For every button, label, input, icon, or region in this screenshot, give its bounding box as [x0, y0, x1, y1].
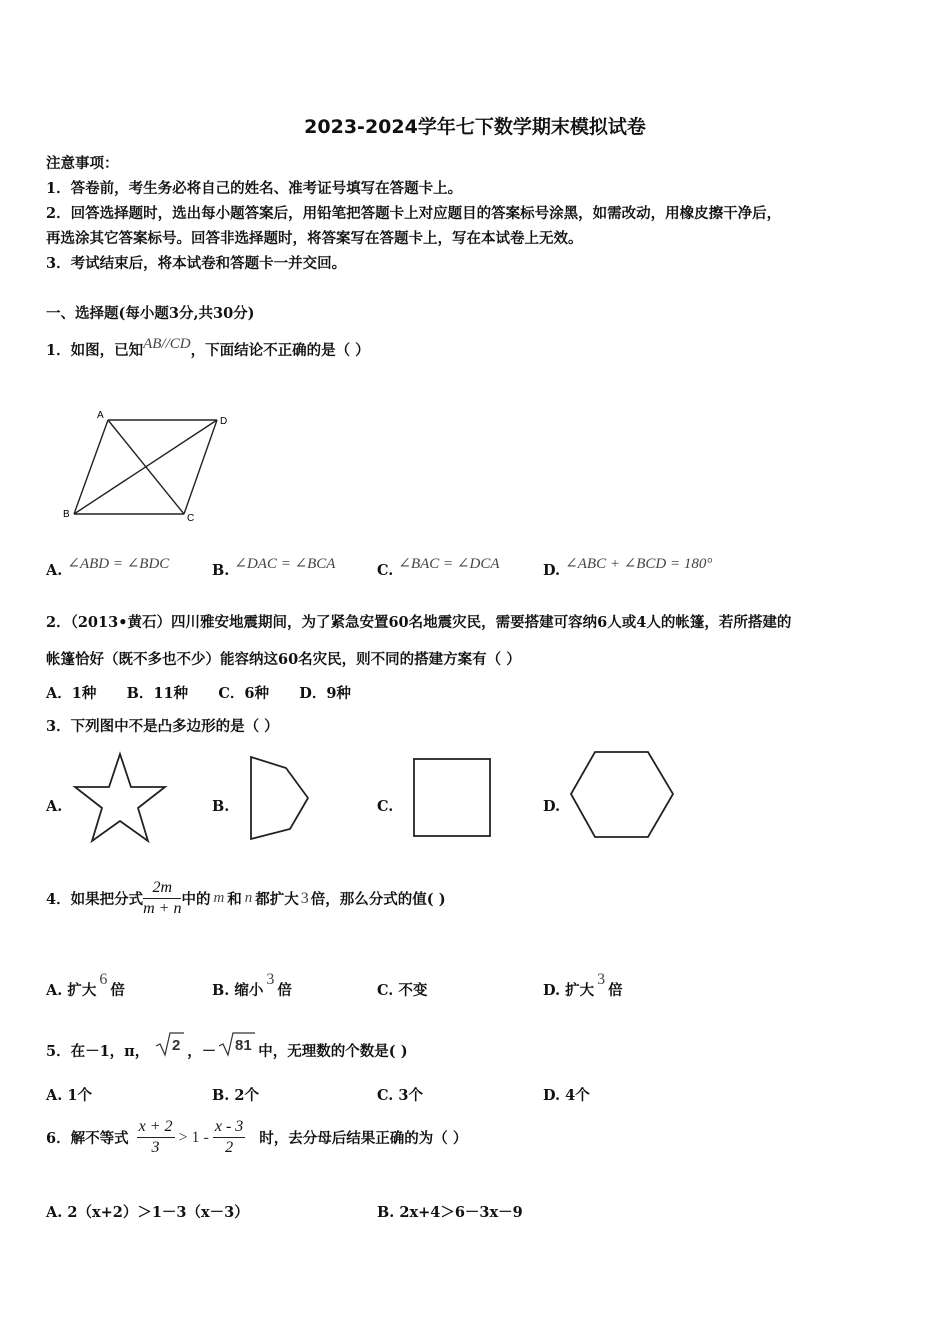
option-letter: C.	[377, 982, 394, 999]
option-text: 2个	[234, 1087, 259, 1104]
option-text: 扩大	[67, 982, 97, 999]
q5-option-d[interactable]	[543, 1084, 590, 1105]
q6-fraction-1	[137, 1117, 175, 1158]
q1-suffix: ，下面结论不正确的是（ ）	[190, 342, 370, 359]
q4-text: 都扩大	[255, 891, 299, 908]
option-letter: C.	[377, 1087, 394, 1104]
question-2-options[interactable]: A．1种 B．11种 C．6种 D．9种	[46, 685, 351, 702]
option-number: 6	[99, 971, 108, 988]
q4-option-c[interactable]	[377, 979, 427, 1000]
notes-item: 1．答卷前，考生务必将自己的姓名、准考证号填写在答题卡上。	[46, 180, 463, 197]
option-letter: D.	[543, 562, 561, 579]
option-letter: C.	[377, 562, 394, 579]
q5-option-b[interactable]	[212, 1084, 259, 1105]
page-title: 2023-2024学年七下数学期末模拟试卷	[304, 116, 646, 138]
q6-fraction-2	[213, 1117, 245, 1158]
option-text: ∠ABC + ∠BCD = 180°	[565, 556, 713, 572]
question-6-stem	[46, 1117, 467, 1158]
notes-item: 3．考试结束后，将本试卷和答题卡一并交回。	[46, 255, 347, 272]
question-5-stem	[46, 1031, 408, 1061]
sqrt-2-radicand: 2	[172, 1037, 181, 1054]
q6-prefix: 6．解不等式	[46, 1130, 129, 1147]
q5-text: ，－	[187, 1043, 217, 1060]
q3-option-c-label[interactable]: C.	[377, 798, 394, 815]
fraction-numerator: 2m	[143, 878, 181, 899]
q1-prefix: 1．如图，已知	[46, 342, 144, 359]
figure-label-a: A	[97, 410, 104, 421]
q4-suffix: 倍，那么分式的值( )	[310, 891, 446, 908]
q3-option-b-label[interactable]: B.	[212, 798, 230, 815]
question-1-stem	[46, 336, 370, 360]
notes-item: 2．回答选择题时，选出每小题答案后，用铅笔把答题卡上对应题目的答案标号涂黑，如需改动，用橡皮擦干净后，	[46, 205, 782, 222]
question-2-line2: 帐篷恰好（既不多也不少）能容纳这60名灾民，则不同的搭建方案有（ ）	[46, 651, 521, 668]
option-text: ∠ABD = ∠BDC	[67, 556, 170, 572]
figure-label-b: B	[63, 509, 70, 520]
sqrt-2	[155, 1031, 185, 1057]
hexagon-shape[interactable]	[568, 748, 678, 842]
figure-label-d: D	[220, 416, 228, 427]
fraction-denominator: 3	[151, 1139, 160, 1156]
option-text: 1个	[67, 1087, 92, 1104]
q4-prefix: 4．如果把分式	[46, 891, 144, 908]
option-number: 3	[266, 971, 275, 988]
q4-var-n: n	[244, 890, 253, 906]
figure-label-c: C	[187, 513, 195, 524]
option-text: 倍	[277, 982, 292, 999]
notes-item: 再选涂其它答案标号。回答非选择题时，将答案写在答题卡上，写在本试卷上无效。	[46, 230, 583, 247]
fraction-denominator: 2	[225, 1139, 234, 1156]
q4-text: 中的	[181, 891, 211, 908]
q6-operator: > 1 -	[178, 1128, 209, 1146]
q5-suffix: 中，无理数的个数是( )	[258, 1043, 408, 1060]
q5-option-a[interactable]	[46, 1084, 92, 1105]
option-number: 3	[597, 971, 606, 988]
option-text: ∠BAC = ∠DCA	[398, 556, 500, 572]
q4-fraction	[143, 878, 181, 919]
q1-math: AB//CD	[143, 336, 191, 352]
option-letter: B.	[377, 1204, 395, 1221]
q5-option-c[interactable]	[377, 1084, 423, 1105]
option-letter: D.	[543, 1087, 561, 1104]
option-text: 2（x+2）＞1－3（x－3）	[67, 1204, 249, 1221]
option-letter: B.	[212, 1087, 230, 1104]
question-4-stem	[46, 878, 446, 919]
q5-prefix: 5．在－1，π，	[46, 1043, 150, 1060]
sqrt-81	[218, 1031, 256, 1057]
q6-option-b[interactable]	[377, 1201, 523, 1222]
option-text: 3个	[398, 1087, 423, 1104]
square-shape[interactable]	[410, 756, 494, 840]
fraction-numerator: x - 3	[213, 1117, 245, 1138]
q4-option-a[interactable]	[46, 971, 125, 1000]
q3-option-a-label[interactable]: A.	[46, 798, 63, 815]
option-text: 2x+4＞6－3x－9	[399, 1204, 523, 1221]
q6-suffix: 时，去分母后结果正确的为（ ）	[259, 1130, 468, 1147]
q1-option-c[interactable]	[377, 556, 500, 580]
star-shape[interactable]	[72, 750, 170, 846]
option-text: 倍	[110, 982, 125, 999]
question-3-stem: 3．下列图中不是凸多边形的是（ ）	[46, 718, 279, 735]
q4-text: 和	[227, 891, 242, 908]
option-text: ∠DAC = ∠BCA	[234, 556, 336, 572]
q3-option-d-label[interactable]: D.	[543, 798, 561, 815]
option-text: 倍	[608, 982, 623, 999]
q4-option-b[interactable]	[212, 971, 292, 1000]
option-letter: A.	[46, 1087, 63, 1104]
option-letter: A.	[46, 982, 63, 999]
option-letter: B.	[212, 562, 230, 579]
fraction-denominator: m + n	[143, 900, 182, 917]
option-letter: A.	[46, 1204, 63, 1221]
section-heading: 一、选择题(每小题3分,共30分)	[46, 305, 255, 322]
question-2-line1: 2．（2013•黄石）四川雅安地震期间，为了紧急安置60名地震灾民，需要搭建可容纳6人或4人的帐篷，若所搭建的	[46, 614, 792, 631]
option-text: 4个	[565, 1087, 590, 1104]
q1-option-b[interactable]	[212, 556, 336, 580]
q4-var-m: m	[213, 890, 225, 906]
option-letter: B.	[212, 982, 230, 999]
q1-option-a[interactable]	[46, 556, 170, 580]
fraction-numerator: x + 2	[137, 1117, 175, 1138]
option-text: 不变	[398, 982, 428, 999]
q4-number: 3	[300, 889, 309, 907]
sqrt-81-radicand: 81	[235, 1037, 252, 1054]
option-text: 扩大	[565, 982, 595, 999]
parallelogram-figure	[60, 405, 235, 525]
option-letter: A.	[46, 562, 63, 579]
notes-heading: 注意事项：	[46, 155, 119, 172]
option-letter: D.	[543, 982, 561, 999]
option-text: 缩小	[234, 982, 264, 999]
q1-option-d[interactable]	[543, 556, 713, 580]
q4-option-d[interactable]	[543, 971, 623, 1000]
pentagon-shape[interactable]	[246, 754, 314, 844]
q6-option-a[interactable]	[46, 1201, 249, 1222]
